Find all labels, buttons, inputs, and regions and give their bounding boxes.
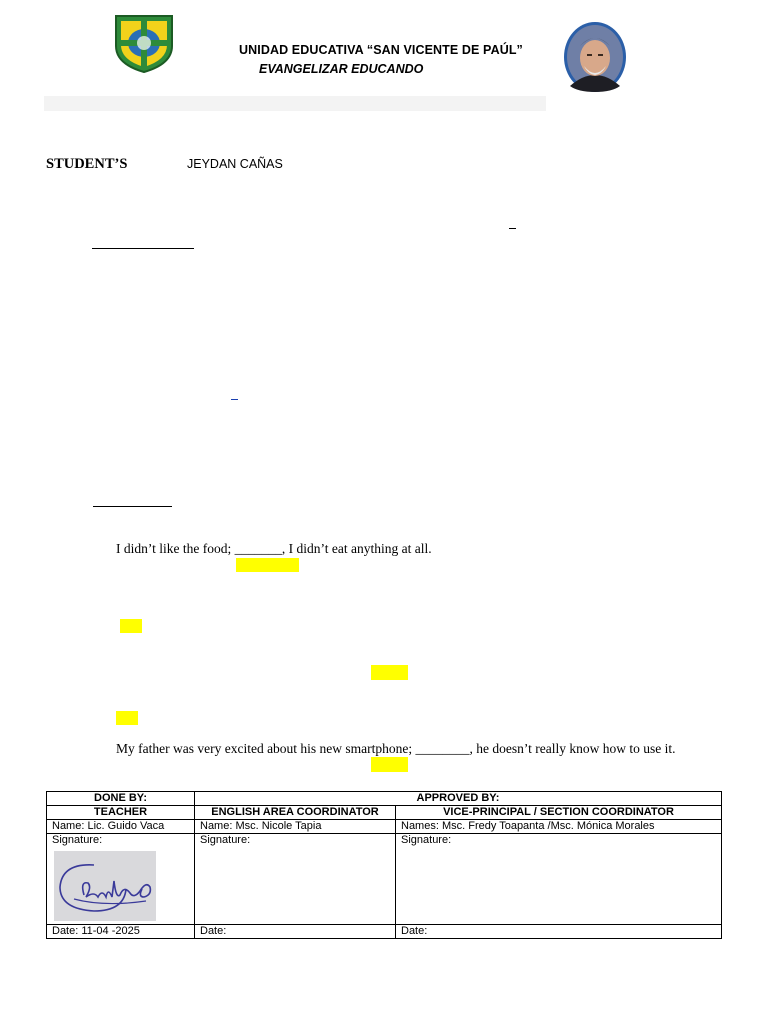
exercise-sentence: I didn’t like the food; _______, I didn’t eat anything at all. [116, 541, 432, 556]
section-underline [93, 506, 172, 507]
role-english-coordinator: ENGLISH AREA COORDINATOR [195, 806, 396, 820]
name-vice-principal: Names: Msc. Fredy Toapanta /Msc. Mónica Morales [396, 820, 722, 834]
signature-cell-english-coordinator [195, 834, 396, 925]
date-english-coordinator: Date: [195, 925, 396, 939]
table-row [47, 820, 722, 834]
school-name: UNIDAD EDUCATIVA “SAN VICENTE DE PAÚL” [239, 43, 523, 57]
table-row [47, 925, 722, 939]
highlight-mark [120, 619, 142, 633]
table-row [47, 792, 722, 806]
highlight-mark [371, 757, 408, 772]
highlight-mark [236, 558, 299, 572]
highlight-mark [116, 711, 138, 725]
table-row [47, 834, 722, 925]
stray-link-dash [231, 399, 238, 400]
highlight-mark [371, 665, 408, 680]
saint-portrait-image [562, 20, 628, 94]
approval-table [46, 791, 722, 939]
role-teacher: TEACHER [47, 806, 195, 820]
school-crest-logo [112, 12, 176, 74]
role-vice-principal: VICE-PRINCIPAL / SECTION COORDINATOR [396, 806, 722, 820]
signature-label: Signature: [401, 834, 452, 846]
school-motto: EVANGELIZAR EDUCANDO [259, 62, 424, 76]
date-teacher: Date: 11-04 -2025 [47, 925, 195, 939]
signature-cell-vice-principal [396, 834, 722, 925]
stray-dash [509, 228, 516, 229]
header-band [44, 96, 546, 111]
section-underline [92, 248, 194, 249]
name-teacher: Name: Lic. Guido Vaca [47, 820, 195, 834]
date-vice-principal: Date: [396, 925, 722, 939]
approved-by-header: APPROVED BY: [195, 792, 722, 806]
name-english-coordinator: Name: Msc. Nicole Tapia [195, 820, 396, 834]
exercise-sentence: My father was very excited about his new smartphone; ________, he doesn’t really know how to use it. [116, 741, 676, 756]
table-row [47, 806, 722, 820]
signature-cell-teacher [47, 834, 195, 925]
signature-label: Signature: [52, 834, 103, 846]
student-label: STUDENT’S [46, 156, 128, 172]
done-by-header: DONE BY: [47, 792, 195, 806]
signature-label: Signature: [200, 834, 251, 846]
handwritten-signature-image [54, 851, 156, 921]
student-name: JEYDAN CAÑAS [187, 157, 283, 171]
